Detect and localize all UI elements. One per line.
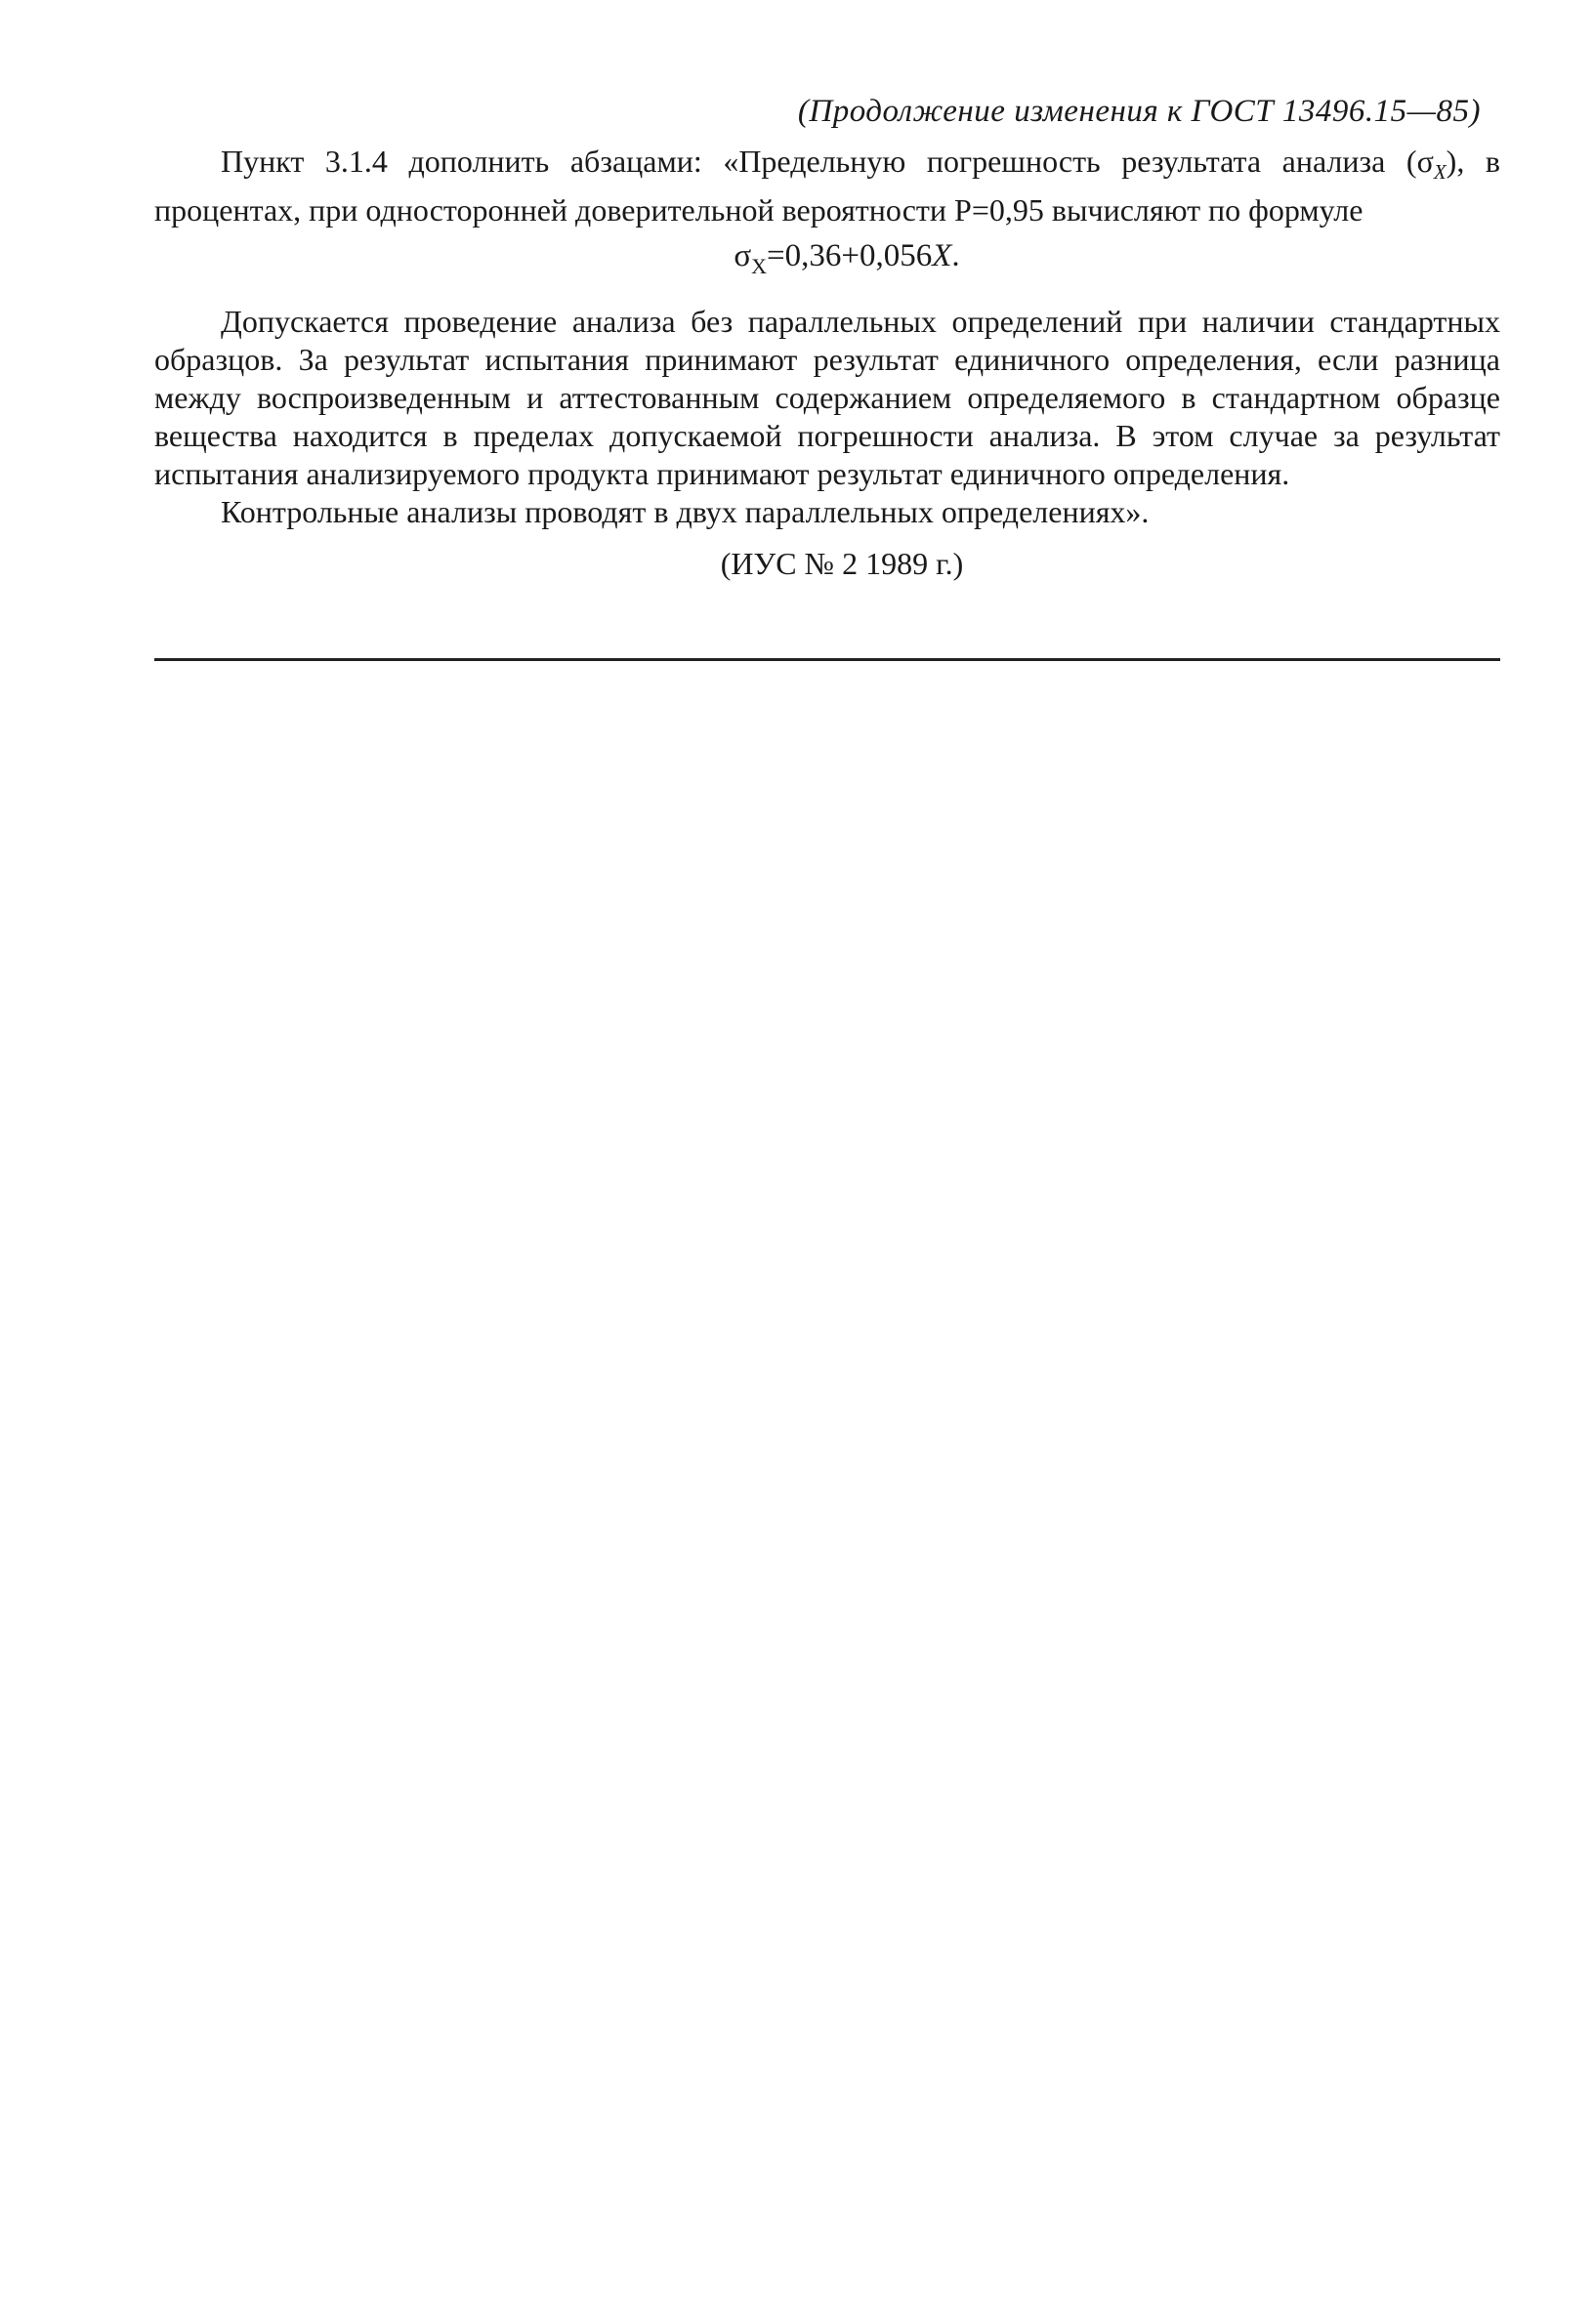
page-header: (Продолжение изменения к ГОСТ 13496.15—85) — [797, 94, 1481, 129]
paragraph-intro-text-a: Пункт 3.1.4 дополнить абзацами: «Предельную погрешность результата анализа (σ — [221, 144, 1434, 179]
formula — [154, 237, 1500, 285]
paragraph-intro-text-b: ), в процентах, при односторонней доверительной вероятности P=0,95 вычисляют по формуле — [154, 144, 1501, 228]
formula-rhs: =0,36+0,056 — [767, 238, 933, 273]
paragraph-standard-samples: Допускается проведение анализа без параллельных определений при наличии стандартных образцов. За результат испытания принимают результат единичного определения, если разница между воспроизведенным и аттестованным содержанием определяемого в стандартном образце вещества находится в пределах допускаемой погрешности анализа. В этом случае за результат испытания анализируемого продукта принимают результат единичного определения. — [154, 304, 1500, 491]
formula-sigma: σ — [734, 238, 752, 273]
formula-variable: X — [932, 238, 952, 273]
document-body — [154, 143, 1500, 583]
source-reference: (ИУС № 2 1989 г.) — [720, 546, 964, 581]
horizontal-rule — [154, 658, 1500, 661]
sigma-subscript: X — [1433, 160, 1447, 184]
formula-end: . — [951, 238, 960, 273]
paragraph-control-analyses: Контрольные анализы проводят в двух параллельных определениях». — [221, 494, 1150, 529]
formula-subscript: X — [751, 254, 768, 278]
paragraph-intro — [154, 143, 1500, 229]
